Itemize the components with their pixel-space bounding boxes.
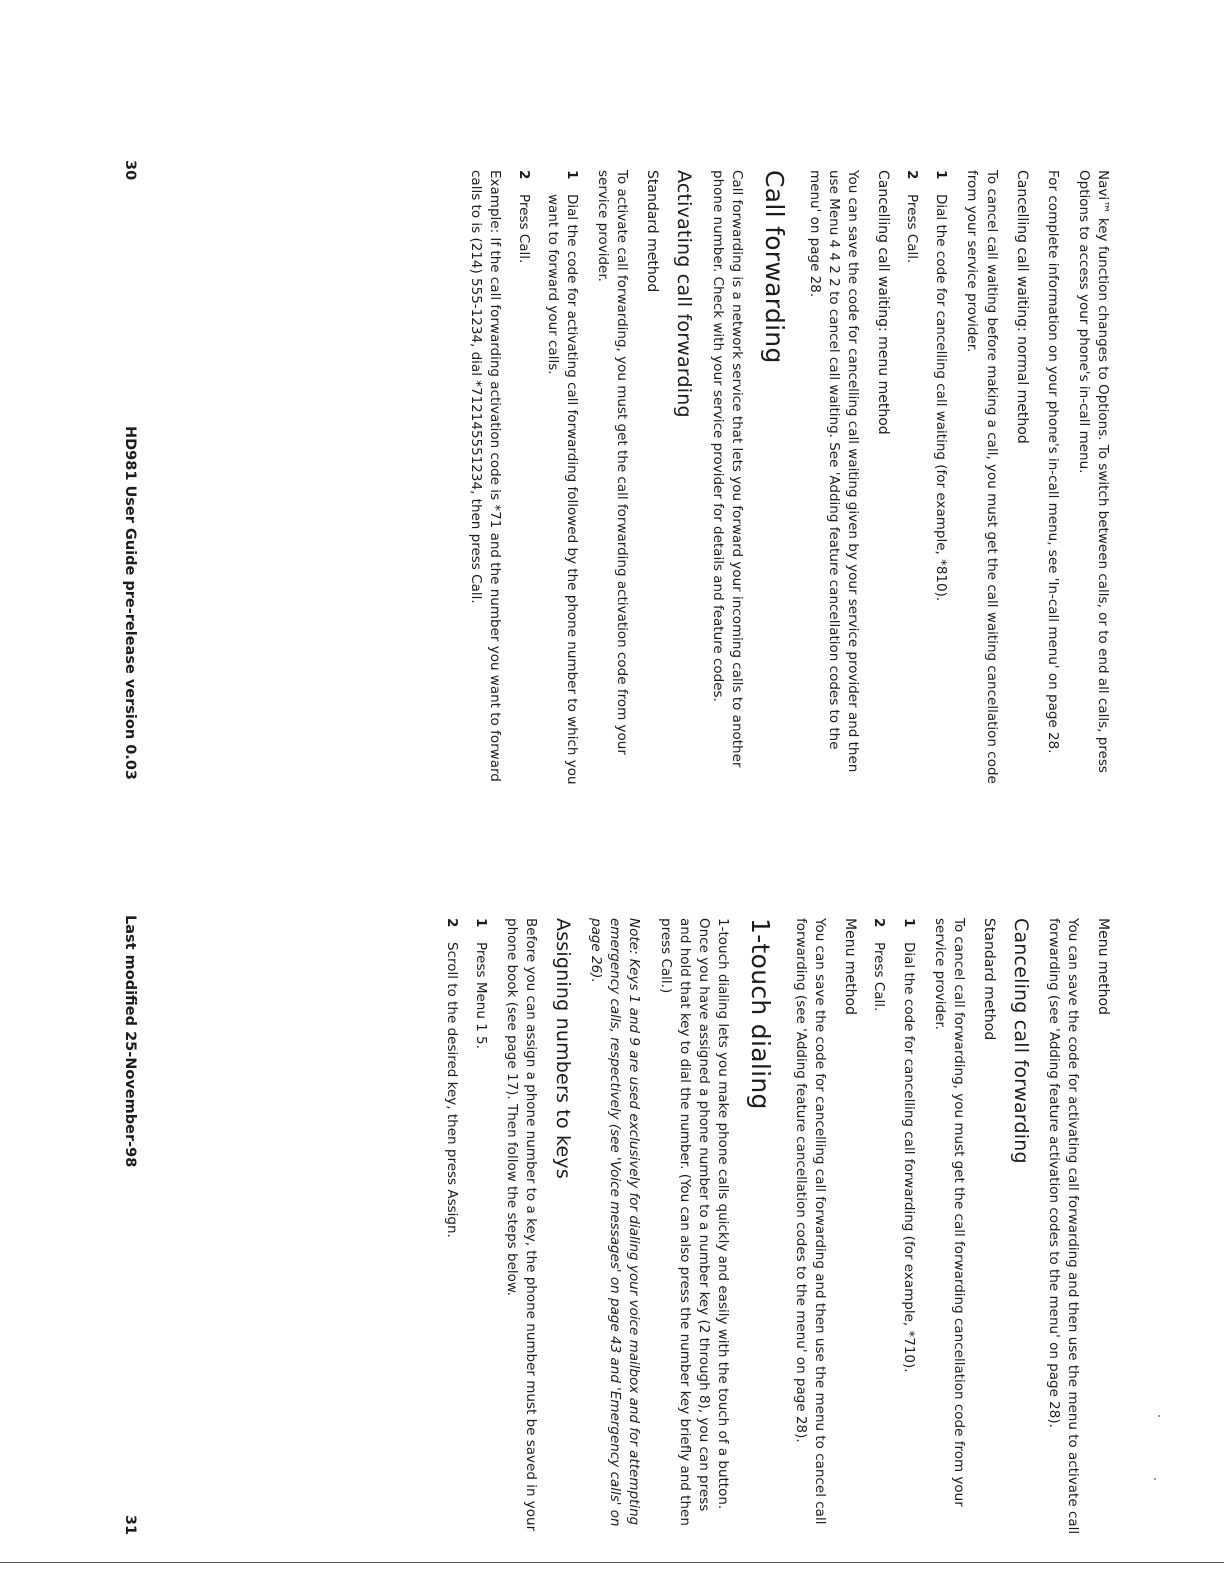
- step-text: Dial the code for activating call forwarding followed by the phone number to which you want to forward your calls.: [545, 194, 581, 785]
- left-footer: [122, 160, 138, 780]
- assigning-step-2: [441, 918, 460, 1538]
- step-number: 2: [443, 918, 460, 928]
- step-text: Press Call.: [904, 194, 921, 264]
- call-waiting-normal-heading: Cancelling call waiting: normal method: [1013, 170, 1030, 444]
- step-number: 1: [472, 918, 489, 928]
- canceling-step-1: [898, 918, 917, 1538]
- step-text: Press Call.: [871, 942, 888, 1012]
- activating-step-2: [514, 170, 533, 790]
- scan-edge-line: [0, 1562, 1224, 1563]
- one-touch-dialing-text: 1-touch dialing lets you make phone calls quickly and easily with the touch of a button. Once you have assigned a phone number to a number key (2 through 8), you can press and hold that key to dial the number. (You can also press the number key briefly and then press Call.): [657, 918, 732, 1526]
- call-waiting-menu-text: You can save the code for cancelling call waiting given by your service provider and then use Menu 4 4 2 2 to cancel call waiting. See 'Adding feature cancellation codes to the menu' on page 28.: [806, 170, 862, 773]
- right-footer: [122, 915, 138, 1535]
- assigning-numbers-text: Before you can assign a phone number to a key, the phone number must be saved in your phone book (see page 17). Then follow the steps below.: [503, 918, 540, 1532]
- example-text: Example: If the call forwarding activation code is *71 and the number you want to forward calls to is (214) 555-1234, dial *712145551234, then press Call.: [467, 170, 503, 782]
- canceling-menu-method-text: You can save the code for cancelling call forwarding and then use the menu to cancel call forwarding (see 'Adding feature cancellation codes to the menu' on page 28).: [793, 918, 829, 1525]
- activating-step-1: [543, 170, 581, 790]
- page-number: 31: [122, 1514, 138, 1535]
- footer-text: HD981 User Guide pre-release version 0.03: [122, 426, 138, 780]
- standard-method-heading: Standard method: [644, 170, 661, 293]
- scan-speck: [1154, 1478, 1156, 1480]
- in-call-menu-reference: For complete information on your phone's in-call menu, see 'In-call menu' on page 28.: [1044, 170, 1061, 754]
- assigning-numbers-heading: Assigning numbers to keys: [552, 918, 575, 1179]
- call-waiting-normal-text: To cancel call waiting before making a call, you must get the call waiting cancellation code from your service provider.: [964, 170, 1000, 784]
- footer-text: Last modified 25-November-98: [122, 915, 138, 1168]
- step-text: Dial the code for cancelling call waiting (for example, *810).: [933, 194, 950, 602]
- left-page: [453, 170, 1112, 790]
- canceling-step-2: [869, 918, 888, 1538]
- step-text: Scroll to the desired key, then press Assign.: [443, 942, 460, 1238]
- intro-paragraph: Navi™ key function changes to Options. To switch between calls, or to end all calls, press Options to access your phone's in-call menu.: [1075, 170, 1111, 773]
- standard-method-heading: Standard method: [980, 918, 997, 1041]
- call-waiting-step-2: [902, 170, 921, 790]
- scan-speck: [1158, 1415, 1160, 1417]
- call-forwarding-text: Call forwarding is a network service that lets you forward your incoming calls to another phone number. Check with your service provider for details and feature codes.: [709, 170, 745, 768]
- page-number: 30: [122, 160, 138, 181]
- one-touch-dialing-heading: 1-touch dialing: [746, 918, 776, 1110]
- canceling-standard-text: To cancel call forwarding, you must get the call forwarding cancellation code from your service provider.: [931, 918, 967, 1507]
- step-number: 1: [933, 170, 950, 180]
- activating-call-forwarding-heading: Activating call forwarding: [673, 170, 696, 418]
- activating-standard-text: To activate call forwarding, you must get the call forwarding activation code from your service provider.: [595, 170, 631, 755]
- assigning-step-1: [471, 918, 490, 1538]
- call-forwarding-heading: Call forwarding: [759, 170, 789, 364]
- menu-method-heading: Menu method: [1095, 918, 1111, 1015]
- call-waiting-menu-heading: Cancelling call waiting: menu method: [875, 170, 892, 435]
- canceling-call-forwarding-heading: Canceling call forwarding: [1009, 918, 1032, 1164]
- step-number: 2: [515, 170, 532, 180]
- menu-method-text: You can save the code for activating call forwarding and then use the menu to activate call forwarding (see 'Adding feature activation codes to the menu' on page 28).: [1045, 918, 1082, 1535]
- step-number: 1: [564, 170, 581, 180]
- step-number: 2: [871, 918, 888, 928]
- canceling-menu-method-heading: Menu method: [842, 918, 859, 1015]
- call-waiting-step-1: [931, 170, 950, 790]
- right-page: [431, 918, 1112, 1538]
- step-number: 1: [900, 918, 917, 928]
- step-text: Press Call.: [515, 194, 532, 264]
- step-number: 2: [904, 170, 921, 180]
- step-text: Press Menu 1 5.: [472, 942, 489, 1049]
- step-text: Dial the code for cancelling call forwarding (for example, *710).: [900, 942, 917, 1373]
- one-touch-dialing-note: Note: Keys 1 and 9 are used exclusively for dialing your voice mailbox and for attempting emergency calls, respectively (see 'Voice messages' on page 43 and 'Emergency calls' on page 26).: [588, 918, 643, 1527]
